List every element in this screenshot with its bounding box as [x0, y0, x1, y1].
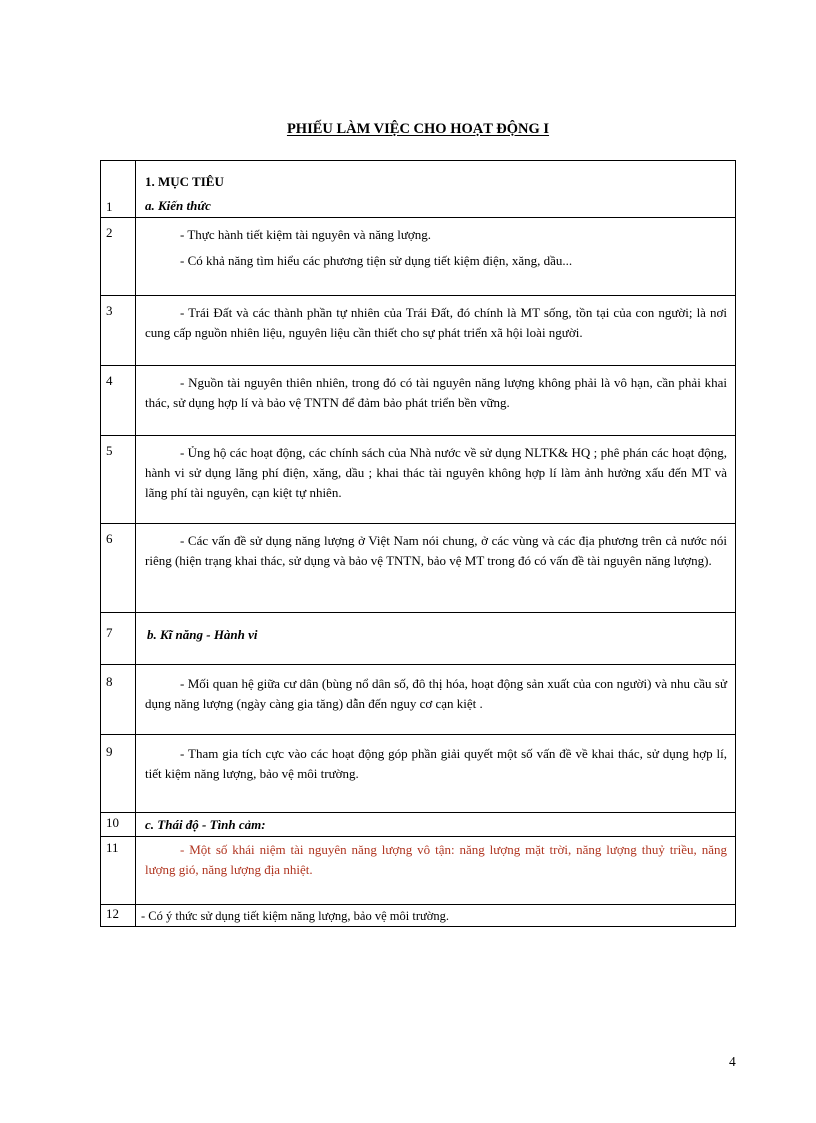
row-text: - Các vấn đề sử dụng năng lượng ở Việt Nam nói chung, ở các vùng và các địa phương trên cả nước nói riêng (hiện trạng khai thác, sử dụng và bảo vệ TNTN, bảo vệ MT trong đó có vấn đề tài nguyên năng lượng). [145, 533, 727, 568]
row-number [101, 436, 136, 524]
row-text: - Có khả năng tìm hiểu các phương tiện sử dụng tiết kiệm điện, xăng, dầu... [180, 253, 573, 268]
row-number [101, 813, 136, 837]
table-row [101, 665, 736, 735]
section-subheading: b. Kĩ năng - Hành vi [147, 627, 258, 642]
row-number [101, 524, 136, 613]
row-content [136, 665, 736, 735]
row-text: - Có ý thức sử dụng tiết kiệm năng lượng, bảo vệ môi trường. [141, 909, 449, 923]
table-row [101, 366, 736, 436]
table-row [101, 813, 736, 837]
row-content [136, 905, 736, 927]
row-number [101, 218, 136, 296]
table-row [101, 905, 736, 927]
table-row [101, 436, 736, 524]
table-row [101, 296, 736, 366]
row-text: - Nguồn tài nguyên thiên nhiên, trong đó có tài nguyên năng lượng không phải là vô hạn, cần phải khai thác, sử dụng hợp lí và bảo vệ TNTN để đảm bảo phát triển bền vững. [145, 375, 727, 410]
row-number-text: 2 [106, 225, 113, 240]
page-title: PHIẾU LÀM VIỆC CHO HOẠT ĐỘNG I [286, 121, 550, 137]
row-content [136, 735, 736, 813]
row-number [101, 161, 136, 218]
row-text-highlighted: - Một số khái niệm tài nguyên năng lượng vô tận: năng lượng mặt trời, năng lượng thuỷ triều, năng lượng gió, năng lượng địa nhiệt. [145, 842, 727, 877]
row-number [101, 837, 136, 905]
row-number-text: 6 [106, 531, 113, 546]
section-subheading: a. Kiến thức [145, 198, 211, 213]
row-content [136, 837, 736, 905]
table-row [101, 735, 736, 813]
row-number-text: 12 [106, 906, 119, 921]
row-content [136, 161, 736, 218]
table-row [101, 161, 736, 218]
row-content [136, 613, 736, 665]
row-number-text: 8 [106, 674, 113, 689]
row-text: - Trái Đất và các thành phần tự nhiên của Trái Đất, đó chính là MT sống, tồn tại của con người; là nơi cung cấp nguồn nhiên liệu, nguyên liệu cần thiết cho sự phát triển xã hội loài người. [145, 305, 727, 340]
row-number-text: 11 [106, 840, 119, 855]
section-subheading: c. Thái độ - Tình cảm: [145, 817, 266, 832]
row-text: - Thực hành tiết kiệm tài nguyên và năng lượng. [180, 227, 432, 242]
row-number-text: 10 [106, 815, 119, 830]
worksheet-table [100, 160, 736, 927]
table-row [101, 218, 736, 296]
table-row [101, 524, 736, 613]
row-content [136, 436, 736, 524]
row-number [101, 735, 136, 813]
row-content [136, 366, 736, 436]
row-text: - Mối quan hệ giữa cư dân (bùng nổ dân số, đô thị hóa, hoạt động sản xuất của con người) và nhu cầu sử dụng năng lượng (ngày càng gia tăng) dẫn đến nguy cơ cạn kiệt . [145, 676, 727, 711]
row-number [101, 366, 136, 436]
row-number-text: 4 [106, 373, 113, 388]
row-number [101, 613, 136, 665]
page-number: 4 [729, 1054, 736, 1069]
row-number [101, 665, 136, 735]
section-heading: 1. MỤC TIÊU [145, 174, 224, 189]
row-text: - Ủng hộ các hoạt động, các chính sách của Nhà nước về sử dụng NLTK& HQ ; phê phán các hoạt động, hành vi sử dụng lãng phí điện, xăng, dầu ; khai thác tài nguyên không hợp lí làm ảnh hưởng xấu đến MT và lãng phí tài nguyên, cạn kiệt tự nhiên. [145, 445, 727, 500]
row-number [101, 905, 136, 927]
table-row [101, 613, 736, 665]
table-row [101, 837, 736, 905]
row-number [101, 296, 136, 366]
row-number-text: 5 [106, 443, 113, 458]
row-content [136, 524, 736, 613]
row-content [136, 218, 736, 296]
row-text: - Tham gia tích cực vào các hoạt động góp phần giải quyết một số vấn đề về khai thác, sử dụng hợp lí, tiết kiệm năng lượng, bảo vệ môi trường. [145, 746, 727, 781]
row-content [136, 813, 736, 837]
row-number-text: 7 [106, 625, 113, 640]
row-number-text: 3 [106, 303, 113, 318]
row-content [136, 296, 736, 366]
row-number-text: 1 [106, 199, 113, 214]
row-number-text: 9 [106, 744, 113, 759]
